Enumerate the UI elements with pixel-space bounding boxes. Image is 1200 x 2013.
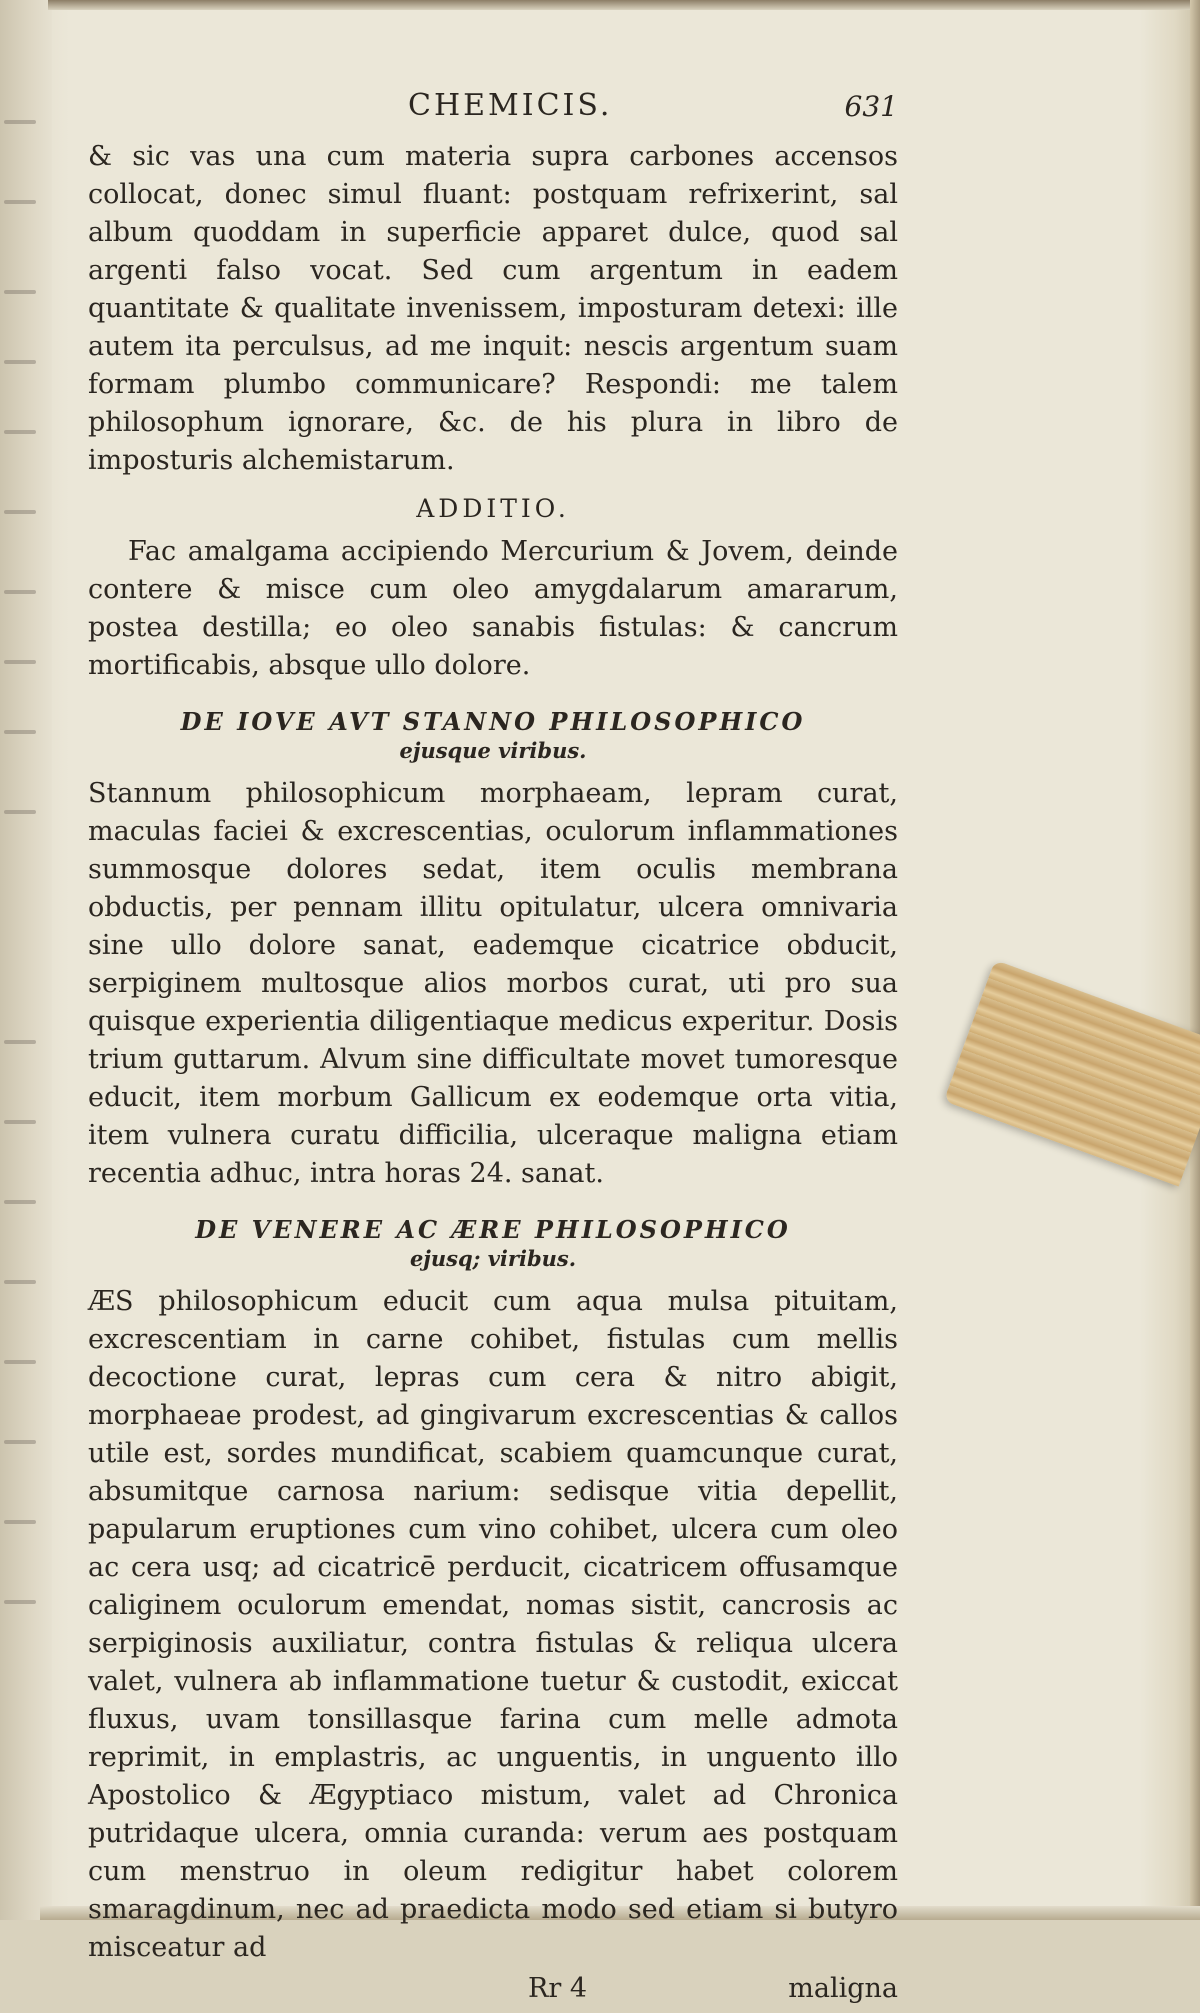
book-page xyxy=(88,80,898,2004)
bleed-through-mark xyxy=(4,1440,36,1444)
section-text-venere: ÆS philosophicum educit cum aqua mulsa pituitam, excrescentiam in carne cohibet, fistulas cum mellis decoctione curat, lepras cum cera & nitro abigit, morphaeae prodest, ad gingivarum excrescentias & callos utile est, sordes mundificat, scabiem quamcunque curat, absumitque carnosa narium: sedisque vitia depellit, papularum eruptiones cum vino cohibet, ulcera cum oleo ac cera usq; ad cicatricē perducit, cicatricem offusamque caliginem oculorum emendat, nomas sistit, cancrosis ac serpiginosis auxiliatur, contra fistulas & reliqua ulcera valet, vulnera ab inflammatione tuetur & custodit, exiccat fluxus, uvam tonsillasque farina cum melle admota reprimit, in emplastris, ac unguentis, in unguento illo Apostolico & Ægyptiaco mistum, valet ad Chronica putridaque ulcera, omnia curanda: verum aes postquam cum menstruo in oleum redigitur habet colorem smaragdinum, nec ad praedicta modo sed etiam si butyro misceatur ad xyxy=(88,1286,898,1963)
section-title-jove: DE IOVE AVT STANNO PHILOSOPHICO xyxy=(180,707,806,736)
section-text-jove: Stannum philosophicum morphaeam, lepram curat, maculas faciei & excrescentias, oculorum inflammationes summosque dolores sedat, item oculis membrana obductis, per pennam illitu opitulatur, ulcera omnivaria sine ullo dolore sanat, eademque cicatrice obducit, serpiginem multosque alios morbos curat, uti pro sua quisque experientia diligentiaque medicus experitur. Dosis trium guttarum. Alvum sine difficultate movet tumoresque educit, item morbum Gallicum ex eodemque orta vitia, item vulnera curatu difficilia, ulceraque maligna etiam recentia adhuc, intra horas 24. sanat. xyxy=(88,778,898,1189)
wooden-page-weight xyxy=(944,960,1200,1186)
bleed-through-mark xyxy=(4,1360,36,1364)
paragraph-continuation: & sic vas una cum materia supra carbones accensos collocat, donec simul fluant: postquam refrixerint, sal album quoddam in superficie apparet dulce, quod sal argenti falso vocat. Sed cum argentum in eadem quantitate & qualitate invenissem, imposturam detexi: ille autem ita perculsus, ad me inquit: nescis argentum suam formam plumbo communicare? Respondi: me talem philosophum ignorare, &c. de his plura in libro de imposturis alchemistarum. xyxy=(88,141,898,476)
additio-heading: ADDITIO. xyxy=(416,494,570,523)
signature-mark: Rr 4 xyxy=(528,1973,587,2004)
page-number: 631 xyxy=(844,90,898,123)
running-title: CHEMICIS. xyxy=(408,88,613,123)
page-footer xyxy=(88,1973,898,2013)
bleed-through-mark xyxy=(4,290,36,294)
catchword: maligna xyxy=(788,1973,898,2004)
section-subtitle-venere: ejusq; viribus. xyxy=(409,1246,577,1271)
bleed-through-mark xyxy=(4,1040,36,1044)
page-right-edge xyxy=(1190,0,1200,1920)
page-top-edge xyxy=(48,0,1200,10)
bleed-through-mark xyxy=(4,510,36,514)
additio-text: Fac amalgama accipiendo Mercurium & Jovem, deinde contere & misce cum oleo amygdalarum amararum, postea destilla; eo oleo sanabis fistulas: & cancrum mortificabis, absque ullo dolore. xyxy=(88,536,898,681)
bleed-through-mark xyxy=(4,120,36,124)
bleed-through-mark xyxy=(4,360,36,364)
bleed-through-mark xyxy=(4,730,36,734)
bleed-through-mark xyxy=(4,1200,36,1204)
bleed-through-mark xyxy=(4,1600,36,1604)
bleed-through-mark xyxy=(4,430,36,434)
section-title-venere: DE VENERE AC ÆRE PHILOSOPHICO xyxy=(195,1215,791,1244)
running-head xyxy=(88,80,898,138)
section-subtitle-jove: ejusque viribus. xyxy=(399,738,587,763)
bleed-through-mark xyxy=(4,810,36,814)
bleed-through-mark xyxy=(4,660,36,664)
bleed-through-mark xyxy=(4,1280,36,1284)
bleed-through-mark xyxy=(4,200,36,204)
bleed-through-mark xyxy=(4,1520,36,1524)
bleed-through-mark xyxy=(4,1120,36,1124)
left-page-binding xyxy=(0,0,52,1920)
bleed-through-mark xyxy=(4,590,36,594)
